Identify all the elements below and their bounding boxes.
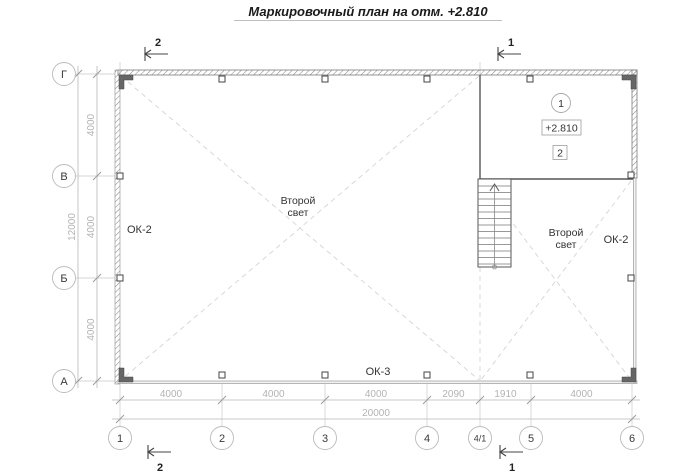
dim-bottom-seg-2: 4000: [262, 389, 285, 400]
section-number-bottom-left: 2: [156, 462, 164, 474]
window-mark-ok3-bottom: ОК-3: [365, 366, 391, 378]
drawing-title: Маркировочный план на отм. +2.810: [248, 4, 488, 19]
axis-label-2: 2: [218, 433, 226, 445]
dim-left-seg-1: 4000: [86, 113, 97, 137]
section-number-top-right: 1: [507, 37, 515, 49]
second-light-label-right-line1: Второй: [548, 227, 584, 239]
bottom-window-wall: [118, 381, 637, 384]
dim-left-seg-2: 4000: [86, 215, 97, 239]
window-mark-ok2-right: ОК-2: [603, 234, 629, 246]
left-dimension-line-total: [67, 66, 82, 388]
axis-label-4-1: 4/1: [473, 433, 487, 444]
second-light-label-left-line1: Второй: [280, 195, 316, 207]
axis-label-1: 1: [116, 433, 124, 445]
left-wall: [115, 70, 120, 384]
dim-bottom-seg-5: 1910: [494, 389, 517, 400]
section-number-bottom-right: 1: [508, 462, 516, 474]
axis-label-3: 3: [321, 433, 329, 445]
corner-column-bottom-left: [119, 368, 133, 382]
section-mark-top-left: [145, 37, 168, 61]
axis-label-a: А: [60, 376, 68, 388]
elevation-mark-value: +2.810: [545, 122, 578, 135]
second-light-label-left-line2: свет: [287, 207, 309, 219]
dim-bottom-seg-3: 4000: [364, 389, 388, 400]
staircase: [478, 179, 511, 269]
plan-labels: [127, 195, 628, 378]
dim-bottom-seg-6: 4000: [570, 389, 593, 400]
axis-label-g: Г: [61, 69, 67, 81]
axis-label-v: В: [60, 171, 68, 183]
left-dimension-line-segments: [86, 66, 101, 388]
bottom-axis-bubbles: [109, 427, 644, 450]
node-square-number: 2: [557, 147, 563, 160]
dim-left-seg-3: 4000: [86, 318, 97, 341]
window-mark-ok2-left: ОК-2: [127, 224, 152, 236]
second-light-label-right-line2: свет: [555, 239, 577, 251]
corner-column-top-right: [622, 75, 636, 89]
axis-label-5: 5: [527, 433, 535, 445]
mezzanine-markers: [542, 94, 581, 160]
section-mark-bottom-right: [500, 445, 523, 474]
axis-extension-lines: [76, 62, 632, 427]
section-mark-bottom-left: [148, 445, 171, 474]
section-number-top-left: 2: [154, 37, 162, 49]
dim-bottom-seg-4: 2090: [442, 389, 465, 400]
axis-label-4: 4: [423, 433, 431, 445]
corner-column-top-left: [119, 75, 133, 89]
dim-bottom-seg-1: 4000: [159, 389, 183, 400]
axis-label-b: Б: [60, 273, 68, 285]
dim-left-total: 12000: [67, 213, 78, 241]
top-wall: [118, 70, 637, 75]
corner-column-bottom-right: [622, 368, 636, 382]
dim-bottom-total: 20000: [362, 408, 390, 419]
axis-label-6: 6: [628, 433, 636, 445]
node-circle-number: 1: [558, 98, 564, 110]
bottom-dimension-line-total: [112, 408, 640, 423]
bottom-dimension-line-segments: [112, 389, 640, 404]
section-mark-top-right: [498, 37, 521, 61]
